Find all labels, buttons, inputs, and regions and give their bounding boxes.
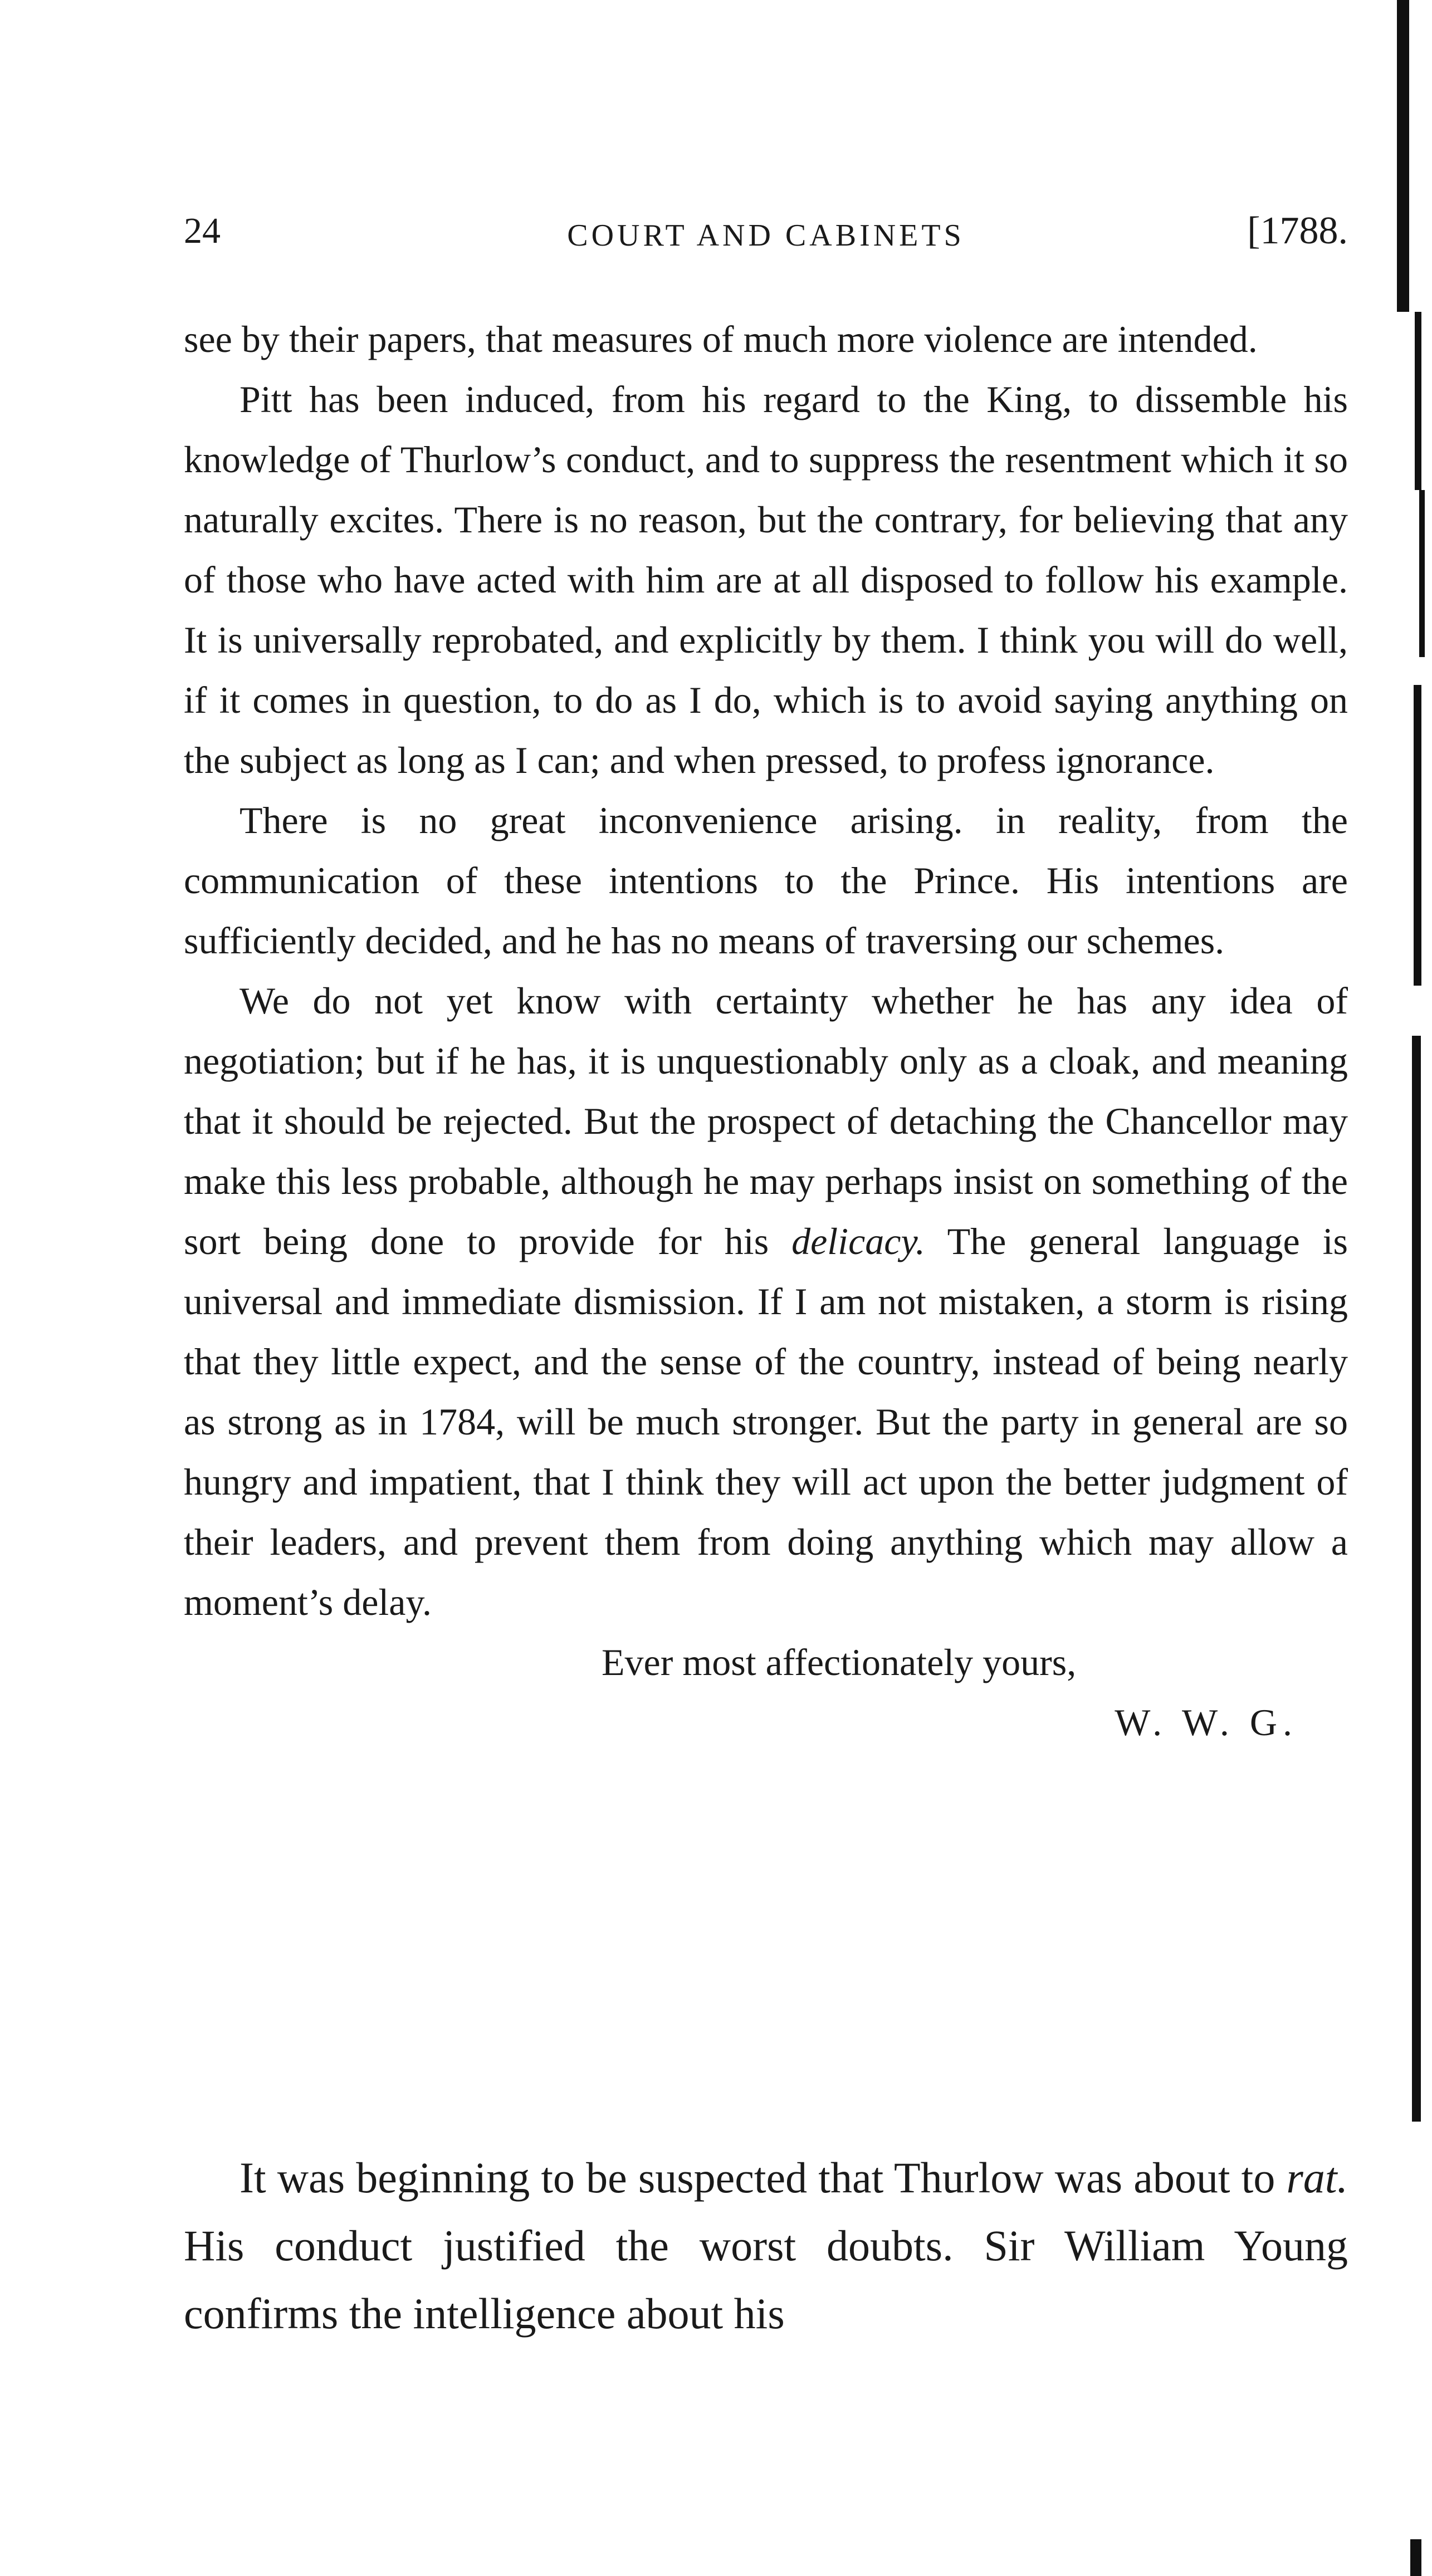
letter-closing: Ever most affectionately yours, (602, 1641, 1077, 1683)
narrative-text-b: His conduct justified the worst doubts. Sir William Young confirms the intelligence about his (184, 2221, 1348, 2338)
italic-word-delicacy: delicacy. (791, 1220, 925, 1262)
letter-paragraph-4 (184, 971, 1348, 1632)
italic-word-rat: rat. (1286, 2153, 1348, 2202)
running-head: COURT AND CABINETS (567, 218, 965, 253)
page-edge-shadow-6 (1410, 2539, 1421, 2576)
page-year: [1788. (1247, 209, 1348, 252)
page-number: 24 (184, 210, 221, 251)
letter-paragraph-4-text-b: The general language is universal and immediate dismission. If I am not mistaken, a storm is rising that they little expect, and the sense of the country, instead of being nearly as strong as in 1784, will be much stronger. But the party in general are so hungry and impatient, that I think they will act upon the better judgment of their leaders, and prevent them from doing anything which may allow a moment’s delay. (184, 1220, 1348, 1623)
page-edge-shadow-1 (1397, 0, 1409, 312)
page-edge-shadow-3 (1419, 490, 1425, 657)
letter-paragraph-2: Pitt has been induced, from his regard to the King, to dissemble his knowledge of Thurlow’s conduct, and to suppress the resentment which it so naturally excites. There is no reason, but the contrary, for believing that any of those who have acted with him are at all disposed to follow his example. It is universally reprobated, and explicitly by them. I think you will do well, if it comes in question, to do as I do, which is to avoid saying anything on the subject as long as I can; and when pressed, to profess ignorance. (184, 378, 1348, 781)
narrative-text-a: It was beginning to be suspected that Thurlow was about to (240, 2153, 1287, 2202)
page-header (184, 200, 1348, 262)
page-edge-shadow-4 (1414, 685, 1421, 986)
narrative-body (184, 2144, 1348, 2348)
narrative-paragraph (184, 2144, 1348, 2348)
letter-paragraph-3: There is no great inconvenience arising. in reality, from the communication of these intentions to the Prince. His intentions are sufficiently decided, and he has no means of traversing our schemes. (184, 799, 1348, 962)
page-edge-shadow-2 (1415, 312, 1421, 490)
letter-signature: W. W. G. (1115, 1701, 1298, 1744)
letter-paragraph-4-text-a: We do not yet know with certainty whether he has any idea of negotiation; but if he has, it is unquestionably only as a cloak, and meaning that it should be rejected. But the prospect of detaching the Chancellor may make this less probable, although he may perhaps insist on something of the sort being done to provide for his (184, 980, 1348, 1262)
page-edge-shadow-5 (1412, 1036, 1421, 2122)
letter-paragraph-1: see by their papers, that measures of much more violence are intended. (184, 318, 1258, 360)
letter-body (184, 309, 1348, 1752)
